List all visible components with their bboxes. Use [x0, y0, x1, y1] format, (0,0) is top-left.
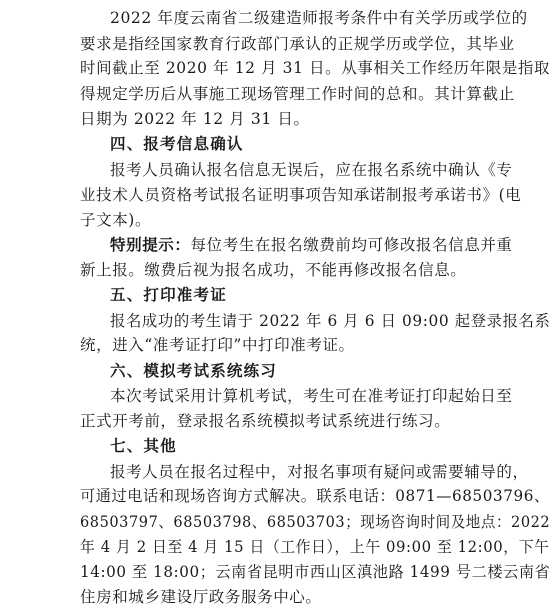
text-line: 2022 年度云南省二级建造师报考条件中有关学历或学位的 — [110, 9, 528, 27]
text-line: 时间截止至 2020 年 12 月 31 日。从事相关工作经历年限是指取 — [80, 59, 551, 78]
text-line: 68503797、68503798、68503703；现场咨询时间及地点：2022 — [80, 512, 551, 531]
section-heading: 四、报考信息确认 — [110, 135, 244, 154]
text-line: 得规定学历后从事施工现场管理工作时间的总和。其计算截止 — [80, 84, 515, 103]
text-line: 本次考试采用计算机考试，考生可在准考证打印起始日至 — [110, 386, 513, 405]
text-line: 日期为 2022 年 12 月 31 日。 — [80, 109, 310, 128]
text-line: 住房和城乡建设厅政务服务中心。 — [80, 588, 322, 606]
special-note-label: 特别提示： — [110, 235, 191, 254]
text-line: 新上报。缴费后视为报名成功，不能再修改报名信息。 — [80, 261, 467, 280]
text-line: 可通过电话和现场咨询方式解决。联系电话：0871—68503796、 — [80, 487, 550, 506]
text-line: 要求是指经国家教育行政部门承认的正规学历或学位，其毕业 — [80, 34, 515, 53]
special-note — [110, 235, 513, 255]
text-line: 正式开考前，登录报名系统模拟考试系统进行练习。 — [80, 412, 451, 431]
text-line: 报考人员确认报名信息无误后，应在报名系统中确认《专 — [110, 160, 513, 179]
special-note-text: 每位考生在报名缴费前均可修改报名信息并重 — [190, 235, 513, 254]
text-line: 统，进入“准考证打印”中打印准考证。 — [80, 336, 355, 355]
text-line: 子文本)。 — [80, 211, 152, 230]
section-heading: 五、打印准考证 — [110, 286, 227, 305]
section-heading: 七、其他 — [110, 437, 177, 456]
text-line: 业技术人员资格考试报名证明事项告知承诺制报考承诺书》(电 — [80, 185, 522, 204]
text-line: 14:00 至 18:00；云南省昆明市西山区滇池路 1499 号二楼云南省 — [80, 563, 551, 582]
text-line: 年 4 月 2 日至 4 月 15 日（工作日），上午 09:00 至 12:00，下午 — [80, 537, 550, 556]
section-heading: 六、模拟考试系统练习 — [110, 362, 278, 381]
text-line: 报名成功的考生请于 2022 年 6 月 6 日 09:00 起登录报名系 — [110, 311, 551, 330]
text-line: 报考人员在报名过程中，对报名事项有疑问或需要辅导的， — [110, 462, 529, 481]
